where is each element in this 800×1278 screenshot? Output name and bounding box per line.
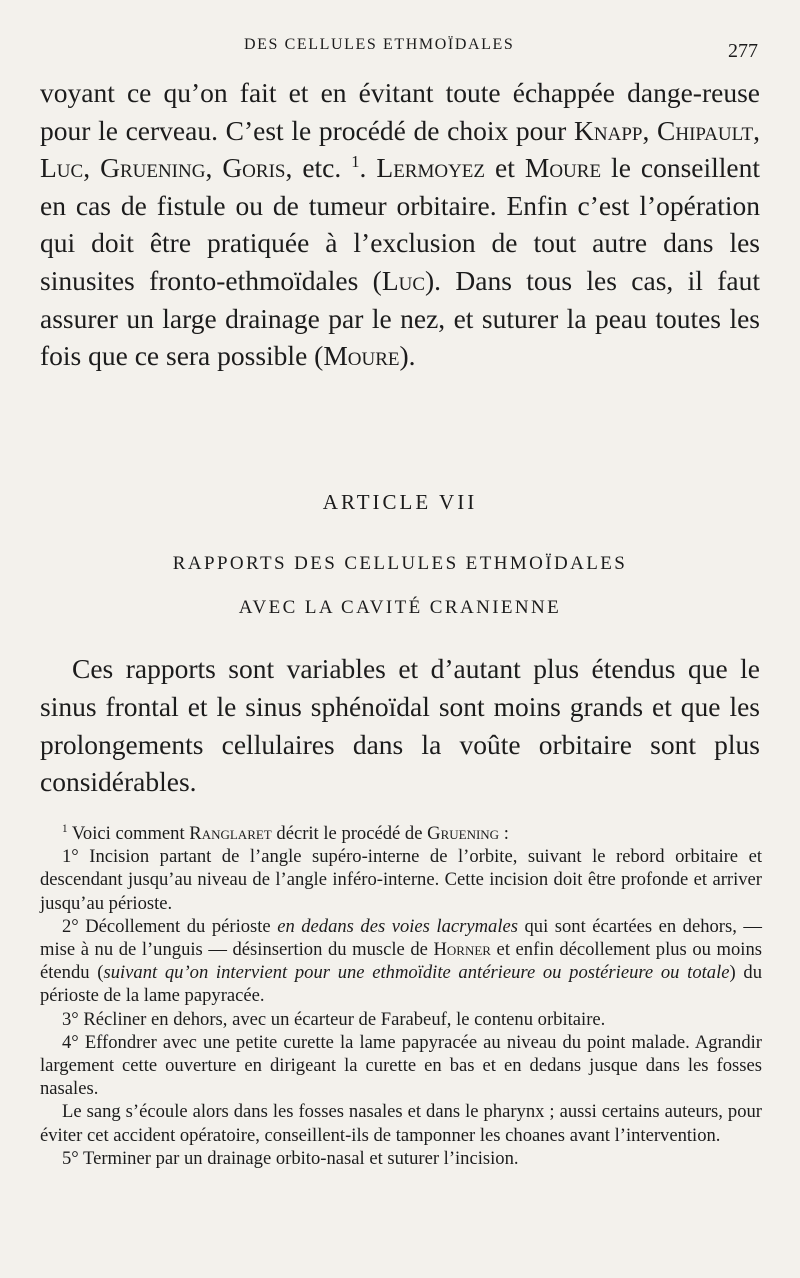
article-heading: ARTICLE VII <box>322 490 478 514</box>
section-heading-line-1: RAPPORTS DES CELLULES ETHMOÏDALES <box>172 553 628 574</box>
footnote-step-2 <box>40 915 762 1008</box>
text-run: voyant ce qu’on fait et en évitant toute échappée dange-reuse pour le cerveau. C’est le procédé de choix pour <box>40 77 760 146</box>
author-name: Goris <box>222 152 286 184</box>
intro-paragraph: Ces rapports sont variables et d’autant plus étendus que le sinus frontal et le sinus sphénoïdal sont moins grands et que les prolongements cellulaires dans la voûte orbitaire sont plus considérables. <box>40 653 760 798</box>
text-run: , <box>205 152 223 184</box>
text-run: et enfin décollement plus ou moins étendu ( <box>40 939 762 984</box>
author-name: Luc <box>381 264 426 296</box>
running-head-title: DES CELLULES ETHMOÏDALES <box>244 36 515 53</box>
footnote-step-1: 1° Incision partant de l’angle supéro-interne de l’orbite, suivant le rebord orbitaire et descendant jusqu’au niveau de l’angle inféro-interne. Cette incision doit être profonde et arriver jusqu’au périoste. <box>40 846 762 914</box>
author-name: Lermoyez <box>376 152 486 184</box>
footnote-note: Le sang s’écoule alors dans les fosses nasales et dans le pharynx ; aussi certains auteurs, pour éviter cet accident opératoire, conseillent-ils de tamponner les choanes avant l’intervention. <box>40 1101 762 1146</box>
footnote-step-5: 5° Terminer par un drainage orbito-nasal et suturer l’incision. <box>62 1147 519 1169</box>
text-run: ) du périoste de la lame papyracée. <box>40 962 762 1007</box>
author-name: Ranglaret <box>189 823 272 844</box>
footnote-mark: 1 <box>62 822 68 835</box>
text-run: et <box>485 152 525 184</box>
author-name: Horner <box>433 939 491 961</box>
text-run: qui sont écartées en dehors, — mise à nu de l’unguis — désinsertion du muscle de <box>40 915 762 961</box>
section-heading-line-2: AVEC LA CAVITÉ CRANIENNE <box>238 597 562 618</box>
footnote-step-3: 3° Récliner en dehors, avec un écarteur de Farabeuf, le contenu orbitaire. <box>62 1008 606 1030</box>
author-name: Gruening <box>100 152 206 184</box>
author-name: Chipault <box>657 114 754 146</box>
text-run: ). Dans tous les cas, il faut assurer un large drainage par le nez, et suturer la peau toutes les fois que ce sera possible ( <box>40 264 760 372</box>
text-run: 2° Décollement du périoste <box>62 915 278 937</box>
text-run: décrit le procédé de <box>271 823 428 844</box>
italic-run: suivant qu’on intervient pour une ethmoïdite antérieure ou postérieure ou totale <box>103 962 730 984</box>
body-paragraph <box>40 74 760 375</box>
text-run: , <box>83 152 101 184</box>
text-run: , etc. <box>285 152 352 184</box>
author-name: Luc <box>40 152 84 184</box>
text-run: : <box>499 823 509 844</box>
text-run: , <box>753 114 760 146</box>
text-run: ). <box>399 340 416 372</box>
footnote-reference: 1 <box>351 152 360 172</box>
text-run: . <box>359 152 377 184</box>
footnote-intro <box>40 822 762 845</box>
italic-run: en dedans des voies lacrymales <box>277 915 518 937</box>
text-run: , <box>642 114 657 146</box>
text-run: le conseillent en cas de fistule ou de tumeur orbitaire. Enfin c’est l’opération qui doit être pratiquée à l’exclusion de tout autre dans les sinusites fronto-ethmoïdales ( <box>40 152 761 296</box>
author-name: Moure <box>323 340 400 372</box>
text-run: Voici comment <box>67 823 190 844</box>
page-number: 277 <box>728 40 758 62</box>
author-name: Knapp <box>574 114 643 146</box>
footnote-step-4: 4° Effondrer avec une petite curette la lame papyracée au niveau du point malade. Agrandir largement cette ouverture en dirigeant la curette en bas et en dedans jusque dans les fosses nasales. <box>40 1031 762 1100</box>
author-name: Gruening <box>427 823 500 844</box>
author-name: Moure <box>524 152 602 184</box>
footnotes <box>40 822 762 1170</box>
running-head <box>0 36 800 60</box>
